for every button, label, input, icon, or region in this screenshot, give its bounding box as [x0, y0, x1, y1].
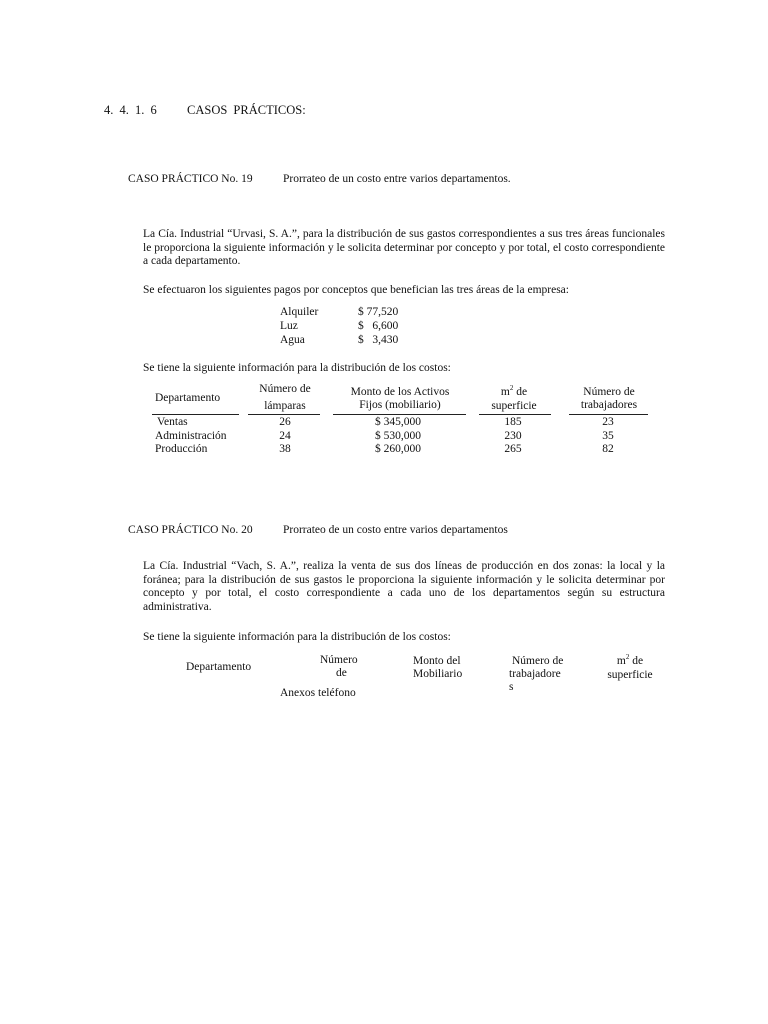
col-header-area-sup: 2 — [509, 384, 514, 392]
cell-lamps: 24 — [279, 430, 291, 442]
col-header-annexes-line1: Número — [320, 654, 358, 666]
case-19-intro: La Cía. Industrial “Urvasi, S. A.”, para la distribución de sus gastos correspondientes a sus tres áreas funcionales le proporciona la siguiente información y le solicita determinar por concepto y por total, el costo correspondiente a cada departamento. — [143, 228, 665, 267]
col-header-area-de: de — [513, 386, 528, 398]
col-header-area-line2: superficie — [607, 669, 653, 681]
col-header-area-de: de — [629, 655, 644, 667]
cell-assets: $ 530,000 — [375, 430, 421, 442]
col-header-annexes — [280, 654, 370, 700]
cell-department: Administración — [155, 430, 227, 442]
col-header-workers — [509, 655, 563, 694]
case-20-heading — [128, 524, 508, 536]
col-header-area-m: m — [500, 386, 510, 398]
col-header-assets — [330, 386, 470, 412]
col-header-furniture-line1: Monto del — [413, 655, 461, 667]
cell-area: 230 — [504, 430, 522, 442]
col-header-area-sup: 2 — [625, 653, 630, 661]
header-underline — [479, 414, 551, 415]
cell-department: Producción — [155, 443, 208, 455]
col-header-annexes-line2: de — [336, 667, 347, 679]
col-header-department: Departamento — [186, 661, 252, 673]
payment-amount: $ 6,600 — [358, 320, 399, 332]
cell-assets: $ 260,000 — [375, 443, 421, 455]
case-20-subtitle: Prorrateo de un costo entre varios departamentos — [283, 524, 508, 536]
col-header-assets-line2: Fijos (mobiliario) — [359, 399, 441, 411]
payment-concept: Agua — [280, 334, 305, 346]
payment-concept: Luz — [280, 320, 298, 332]
case-20-table-intro: Se tiene la siguiente información para la distribución de los costos: — [143, 631, 451, 643]
col-header-lamps-line1: Número de — [259, 383, 311, 395]
header-underline — [333, 414, 466, 415]
col-header-lamps — [240, 383, 330, 413]
payment-concept: Alquiler — [280, 306, 319, 318]
header-underline — [248, 414, 320, 415]
col-header-lamps-line2: lámparas — [264, 400, 306, 412]
cell-workers: 23 — [602, 416, 614, 428]
cell-lamps: 38 — [279, 443, 291, 455]
cell-department: Ventas — [157, 416, 188, 428]
col-header-workers — [568, 386, 650, 412]
col-header-furniture — [413, 655, 462, 681]
col-header-area-line2: superficie — [491, 400, 537, 412]
cell-workers: 35 — [602, 430, 614, 442]
col-header-workers-line1: Número de — [512, 655, 564, 667]
col-header-workers-line2: trabajadore — [509, 668, 561, 680]
header-underline — [152, 414, 239, 415]
cell-workers: 82 — [602, 443, 614, 455]
col-header-furniture-line2: Mobiliario — [413, 668, 463, 680]
section-number: 4. 4. 1. 6 — [104, 103, 157, 117]
col-header-workers-line2: trabajadores — [580, 399, 638, 411]
col-header-area-m: m — [616, 655, 626, 667]
case-19-payments-intro: Se efectuaron los siguientes pagos por conceptos que benefician las tres áreas de la empresa: — [143, 284, 569, 296]
col-header-workers-line1: Número de — [583, 386, 635, 398]
col-header-workers-line3: s — [509, 681, 514, 693]
case-19-table-intro: Se tiene la siguiente información para la distribución de los costos: — [143, 362, 451, 374]
col-header-annexes-line3: Anexos teléfono — [280, 687, 356, 699]
cell-assets: $ 345,000 — [375, 416, 421, 428]
payment-row — [280, 306, 398, 320]
col-header-area — [474, 386, 554, 413]
payment-row — [280, 334, 398, 348]
case-20-intro: La Cía. Industrial “Vach, S. A.”, realiza la venta de sus dos líneas de producción en dos zonas: la local y la foránea; para la distribución de sus gastos le proporciona la siguiente información y le solicita determinar por concepto y por total, el costo correspondiente a cada uno de los departamentos según su estructura administrativa. — [143, 560, 665, 613]
col-header-department: Departamento — [155, 392, 221, 404]
cell-lamps: 26 — [279, 416, 291, 428]
section-heading: CASOS PRÁCTICOS: — [187, 103, 306, 117]
col-header-area — [598, 655, 662, 682]
case-19-heading — [128, 173, 511, 185]
case-20-label: CASO PRÁCTICO No. 20 — [128, 524, 253, 536]
case-19-label: CASO PRÁCTICO No. 19 — [128, 173, 253, 185]
section-title — [104, 103, 306, 118]
payment-amount: $ 3,430 — [358, 334, 399, 346]
col-header-assets-line1: Monto de los Activos — [350, 386, 450, 398]
cell-area: 265 — [504, 443, 522, 455]
payment-row — [280, 320, 398, 334]
case-19-subtitle: Prorrateo de un costo entre varios departamentos. — [283, 173, 511, 185]
header-underline — [569, 414, 648, 415]
cell-area: 185 — [504, 416, 522, 428]
payment-amount: $ 77,520 — [358, 306, 399, 318]
